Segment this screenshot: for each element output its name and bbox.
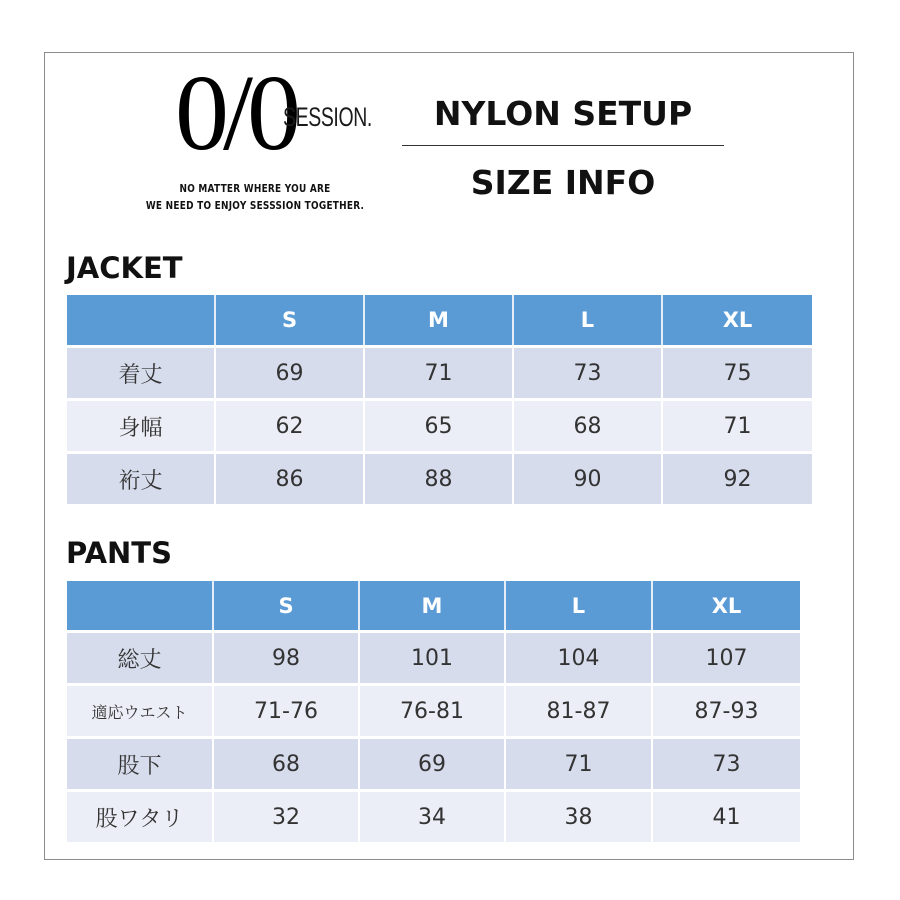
table-cell: 86 — [216, 451, 365, 504]
jacket-header-size: XL — [663, 295, 812, 345]
jacket-size-table — [67, 295, 812, 504]
table-cell: 73 — [514, 345, 663, 398]
pants-header-size: XL — [653, 581, 800, 630]
table-cell: 88 — [365, 451, 514, 504]
table-row — [67, 451, 812, 504]
brand-tagline — [140, 181, 370, 215]
table-cell: 101 — [360, 630, 506, 683]
table-row — [67, 683, 800, 736]
jacket-header-size: S — [216, 295, 365, 345]
table-cell: 90 — [514, 451, 663, 504]
row-label: 総丈 — [67, 630, 214, 683]
jacket-section-title: JACKET — [66, 251, 183, 285]
table-cell: 71 — [663, 398, 812, 451]
table-row — [67, 736, 800, 789]
table-cell: 71-76 — [214, 683, 360, 736]
product-title: NYLON SETUP — [433, 94, 693, 133]
row-label: 着丈 — [67, 345, 216, 398]
table-row — [67, 630, 800, 683]
table-cell: 92 — [663, 451, 812, 504]
pants-header-size: S — [214, 581, 360, 630]
table-cell: 68 — [214, 736, 360, 789]
table-cell: 38 — [506, 789, 653, 842]
row-label: 股下 — [67, 736, 214, 789]
jacket-header-row — [67, 295, 812, 345]
row-label: 適応ウエスト — [67, 683, 214, 736]
table-cell: 73 — [653, 736, 800, 789]
pants-header-size: L — [506, 581, 653, 630]
title-divider — [402, 145, 724, 146]
table-row — [67, 789, 800, 842]
table-cell: 62 — [216, 398, 365, 451]
table-cell: 69 — [216, 345, 365, 398]
table-row — [67, 345, 812, 398]
jacket-header-size: M — [365, 295, 514, 345]
logo-mark: 0/0 — [175, 54, 296, 173]
pants-header-size: M — [360, 581, 506, 630]
table-cell: 76-81 — [360, 683, 506, 736]
table-cell: 87-93 — [653, 683, 800, 736]
table-cell: 71 — [365, 345, 514, 398]
jacket-header-size: L — [514, 295, 663, 345]
tagline-line-1: NO MATTER WHERE YOU ARE — [179, 183, 331, 195]
pants-header-row — [67, 581, 800, 630]
table-cell: 98 — [214, 630, 360, 683]
table-cell: 71 — [506, 736, 653, 789]
table-row — [67, 398, 812, 451]
pants-header-blank — [67, 581, 214, 630]
row-label: 股ワタリ — [67, 789, 214, 842]
table-cell: 69 — [360, 736, 506, 789]
table-cell: 34 — [360, 789, 506, 842]
jacket-header-blank — [67, 295, 216, 345]
table-cell: 104 — [506, 630, 653, 683]
pants-section-title: PANTS — [66, 536, 172, 570]
table-cell: 41 — [653, 789, 800, 842]
row-label: 裄丈 — [67, 451, 216, 504]
table-cell: 65 — [365, 398, 514, 451]
pants-size-table — [67, 581, 800, 842]
logo-wordmark: SESSION. — [283, 102, 372, 132]
table-cell: 81-87 — [506, 683, 653, 736]
table-cell: 107 — [653, 630, 800, 683]
brand-logo — [175, 54, 385, 173]
table-cell: 32 — [214, 789, 360, 842]
size-info-title: SIZE INFO — [470, 163, 656, 202]
row-label: 身幅 — [67, 398, 216, 451]
tagline-line-2: WE NEED TO ENJOY SESSSION TOGETHER. — [145, 200, 365, 212]
table-cell: 68 — [514, 398, 663, 451]
table-cell: 75 — [663, 345, 812, 398]
